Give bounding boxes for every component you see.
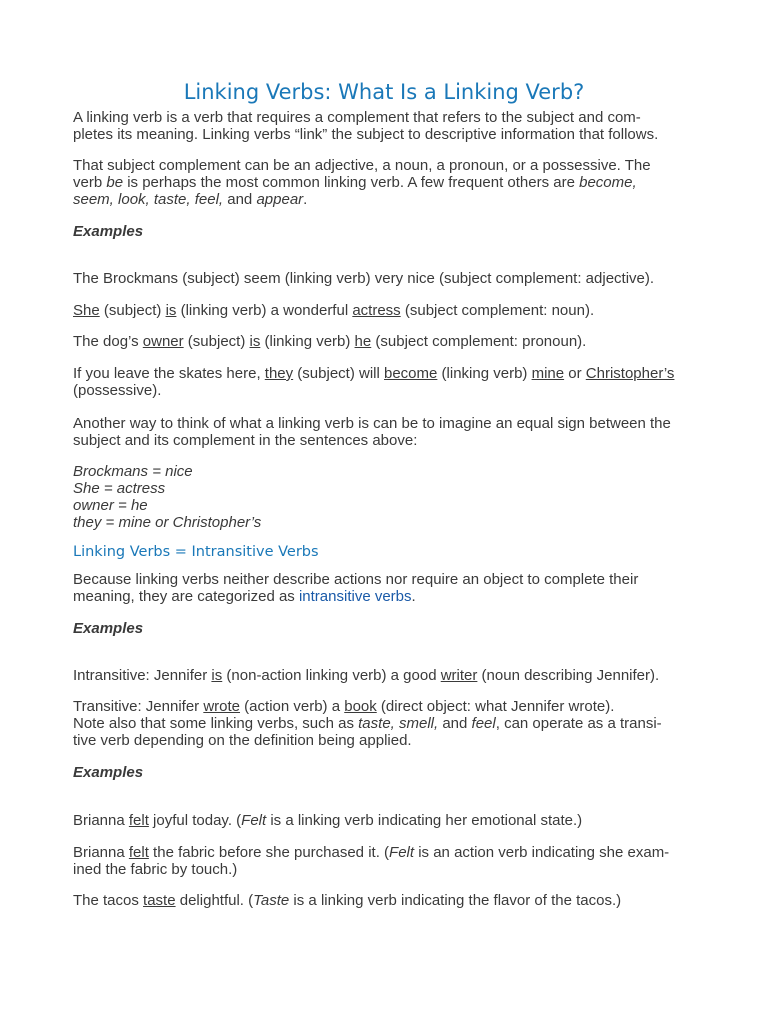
example-sentence: The tacos taste delightful. (Taste is a linking verb indicating the flavor of the tacos.): [73, 892, 622, 909]
examples-label: Examples: [73, 223, 144, 240]
example-sentence: Brianna felt joyful today. (Felt is a linking verb indicating her emotional state.): [73, 812, 583, 829]
example-sentence: If you leave the skates here, they (subject) will become (linking verb) mine or Christopher’s (possessive).: [73, 365, 675, 399]
examples-label: Examples: [73, 620, 144, 637]
intro-line: seem, look, taste, feel, and appear.: [73, 191, 308, 208]
intro-line: A linking verb is a verb that requires a complement that refers to the subject and com-: [73, 109, 641, 126]
page-title: Linking Verbs: What Is a Linking Verb?: [183, 80, 585, 105]
equation-item: they = mine or Christopher’s: [73, 514, 262, 531]
section-heading: Linking Verbs = Intransitive Verbs: [73, 544, 319, 560]
transitive-paragraph: Transitive: Jennifer wrote (action verb) a book (direct object: what Jennifer wrote). Note also that some linking verbs, such as taste, smell, and feel, can operate as a transi- tive verb depending on the definition being applied.: [73, 698, 662, 749]
intro-line: That subject complement can be an adjective, a noun, a pronoun, or a possessive. The: [73, 157, 651, 174]
equation-item: Brockmans = nice: [73, 463, 193, 480]
intro-paragraph-2: [73, 157, 697, 208]
intransitive-verbs-link[interactable]: intransitive verbs: [298, 588, 412, 605]
equations-list: [73, 463, 697, 531]
example-sentence: Brianna felt the fabric before she purchased it. (Felt is an action verb indicating she exam- ined the fabric by touch.): [73, 844, 670, 878]
intransitive-paragraph: Because linking verbs neither describe actions nor require an object to complete their meaning, they are categorized as intransitive verbs.: [73, 571, 639, 605]
example-sentence: The dog’s owner (subject) is (linking verb) he (subject complement: pronoun).: [73, 333, 587, 350]
intro-line: verb be is perhaps the most common linking verb. A few frequent others are become,: [73, 174, 637, 191]
equation-item: She = actress: [73, 480, 166, 497]
example-sentence: The Brockmans (subject) seem (linking verb) very nice (subject complement: adjective).: [73, 270, 655, 287]
example-sentence: Intransitive: Jennifer is (non-action linking verb) a good writer (noun describing Jennifer).: [73, 667, 660, 684]
example-sentence: She (subject) is (linking verb) a wonderful actress (subject complement: noun).: [73, 302, 595, 319]
intro-paragraph-1: [73, 109, 697, 143]
intro-line: pletes its meaning. Linking verbs “link” the subject to descriptive information that follows.: [73, 126, 659, 143]
examples-label: Examples: [73, 764, 144, 781]
equation-item: owner = he: [73, 497, 148, 514]
equal-sign-paragraph: Another way to think of what a linking verb is can be to imagine an equal sign between the subject and its complement in the sentences above:: [73, 415, 671, 449]
